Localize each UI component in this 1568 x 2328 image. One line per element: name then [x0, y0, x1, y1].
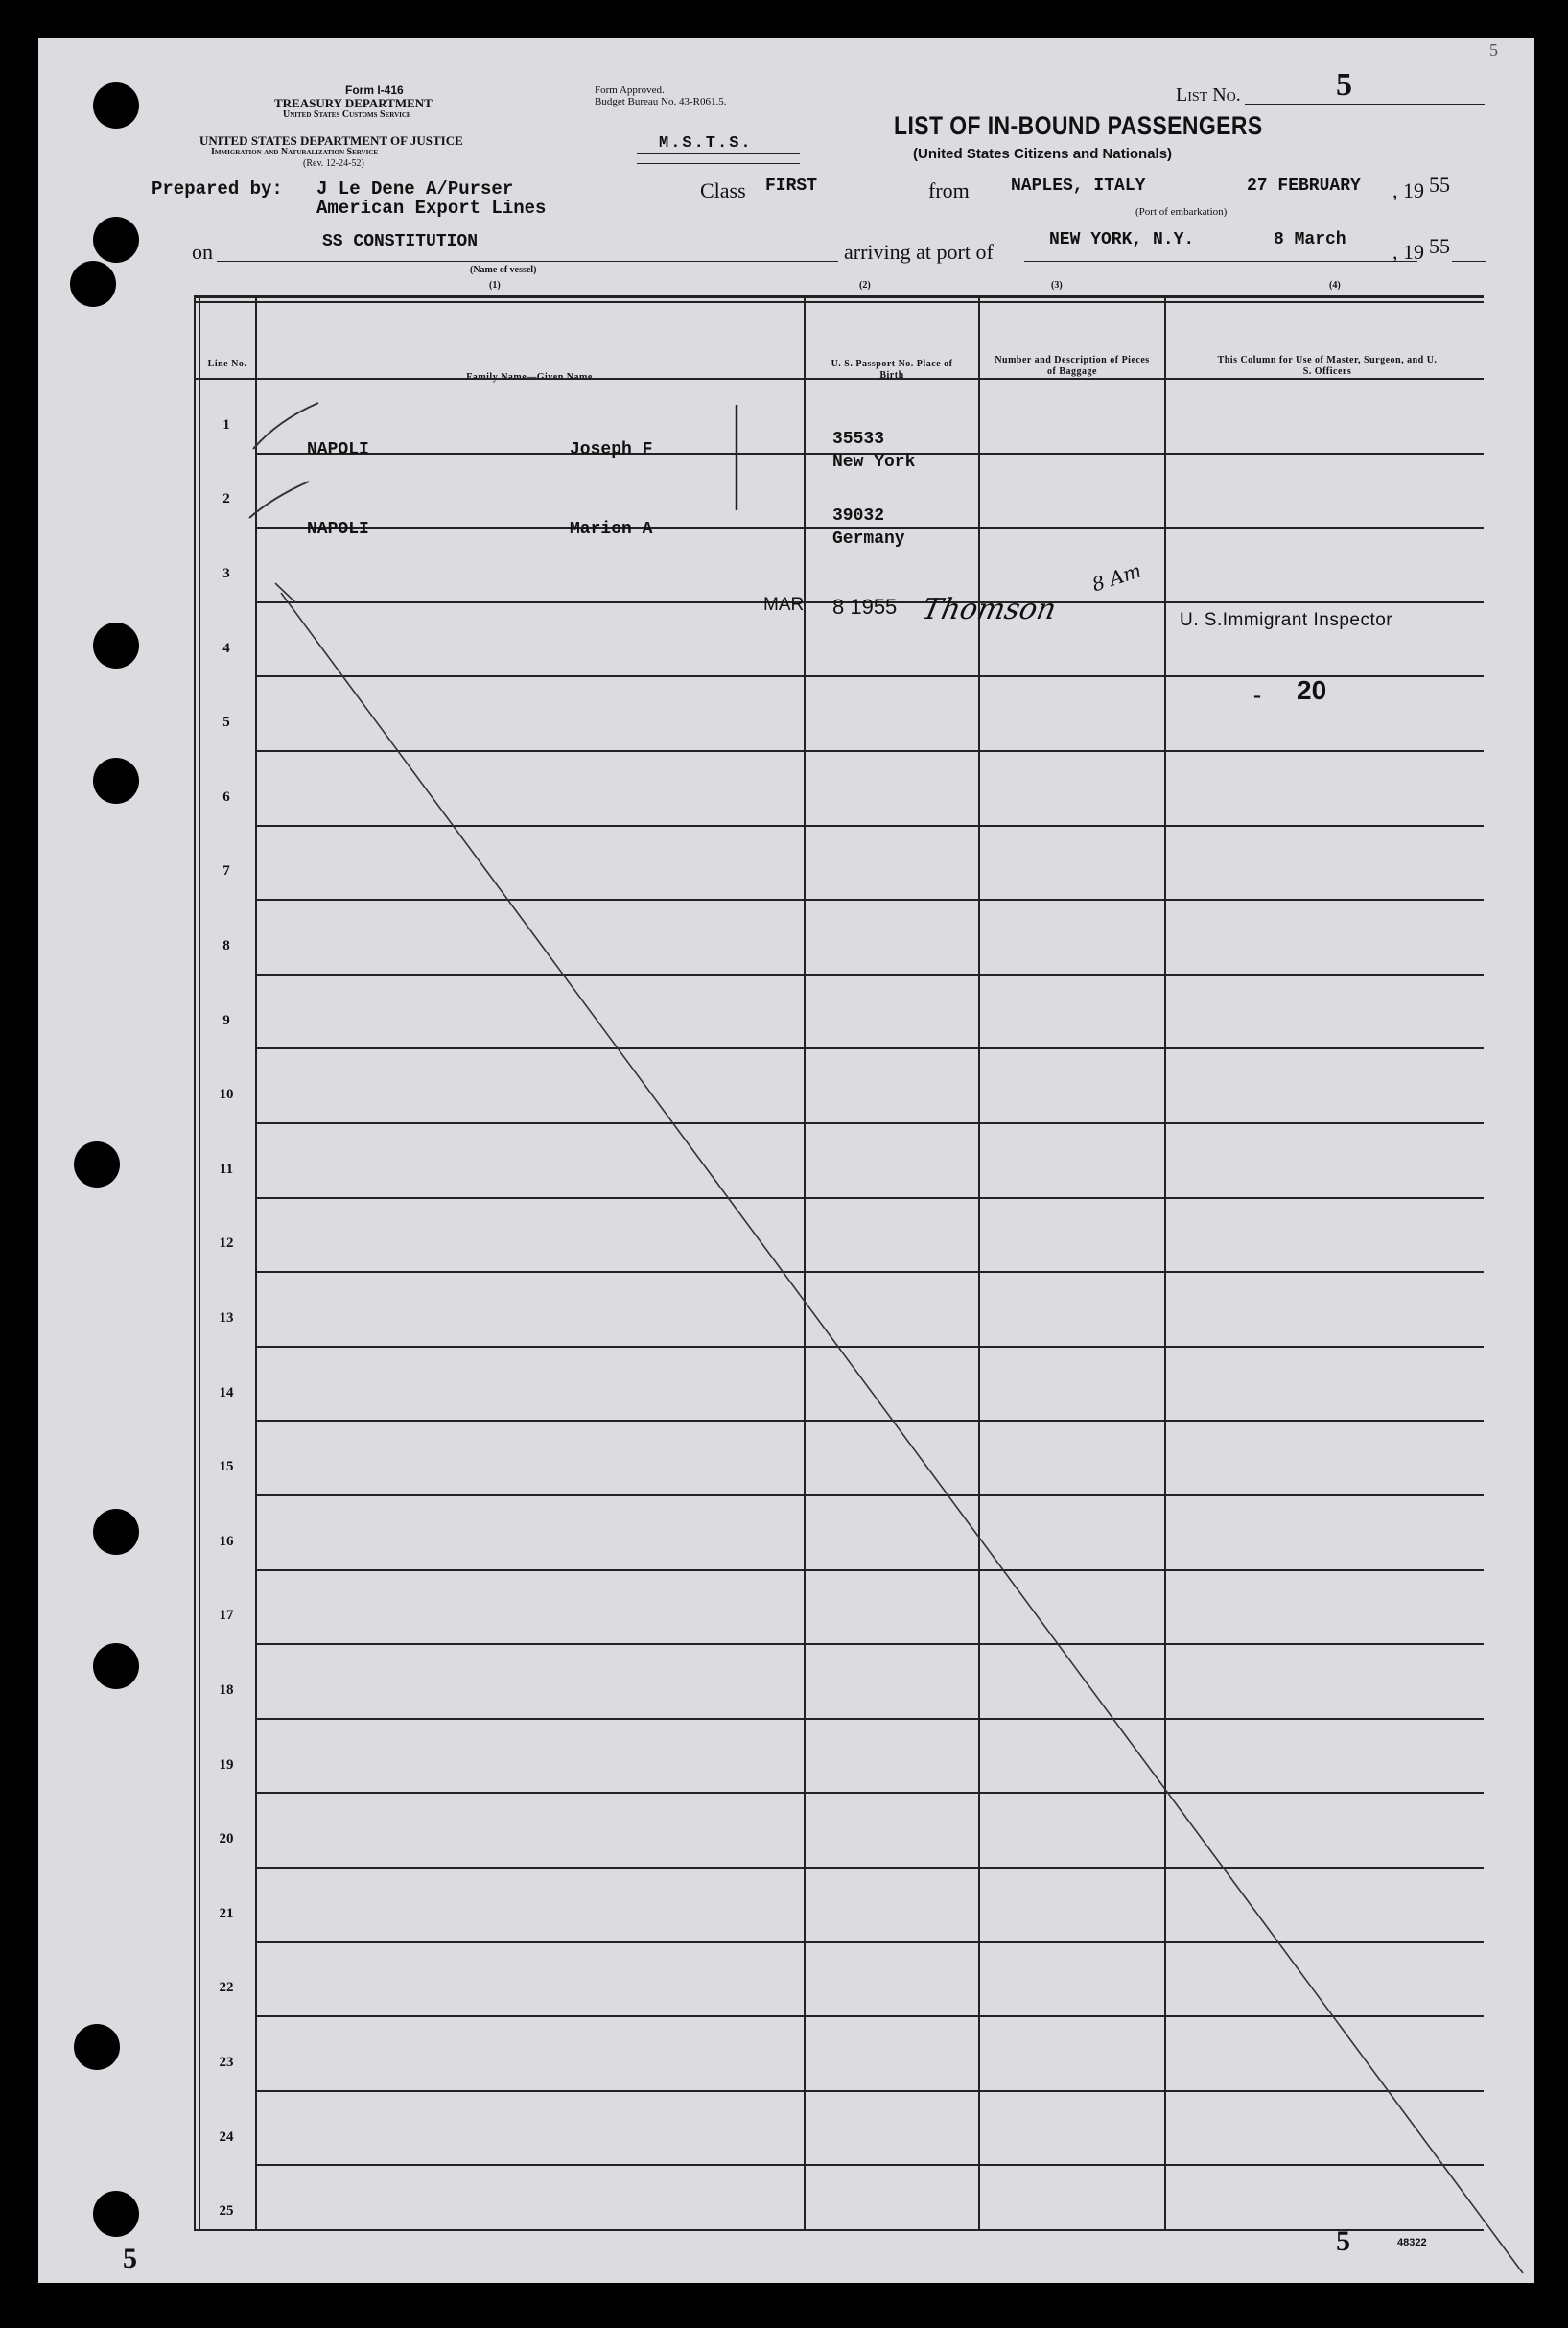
passenger-2-birthplace: Germany: [832, 529, 905, 549]
class-value: FIRST: [765, 176, 818, 196]
document-page: [38, 38, 1534, 2283]
col-num-2: (2): [859, 280, 871, 291]
prepared-label: Prepared by:: [152, 178, 283, 200]
line-number: 11: [219, 1161, 234, 1177]
prepared-by-name: J Le Dene A/Purser: [316, 178, 514, 200]
stamp-date: 8 1955: [832, 595, 898, 619]
footer-left-number: 5: [123, 2243, 137, 2274]
inspector-title: U. S.Immigrant Inspector: [1180, 610, 1393, 630]
arriving-date: 8 March: [1274, 230, 1346, 249]
list-no-label: List No.: [1176, 84, 1241, 106]
line-number: 3: [222, 566, 230, 581]
page-subtitle: (United States Citizens and Nationals): [913, 146, 1173, 162]
passenger-1-birthplace: New York: [832, 453, 916, 472]
line-number: 12: [219, 1235, 234, 1252]
line-number: 24: [219, 2128, 234, 2145]
line-number: 16: [219, 1533, 234, 1549]
check-mark-2: [249, 482, 309, 518]
line-number: 21: [219, 1905, 234, 1921]
col-num-4: (4): [1329, 280, 1341, 291]
line-number: 25: [219, 2203, 234, 2220]
line-number: 7: [222, 863, 230, 880]
line-number: 19: [219, 1756, 234, 1773]
ins-service: Immigration and Naturalization Service: [211, 147, 379, 157]
header-name: Family Name—Given Name: [466, 372, 593, 383]
arriving-port: NEW YORK, N.Y.: [1049, 230, 1195, 249]
from-value: NAPLES, ITALY: [1011, 176, 1146, 196]
line-number: 10: [219, 1087, 234, 1103]
line-number: 2: [222, 491, 230, 507]
list-number: 5: [1336, 67, 1352, 103]
header-baggage: Number and Description of Pieces of Baggage: [995, 355, 1150, 377]
line-number: 8: [222, 938, 230, 953]
passenger-1-given: Joseph F: [570, 440, 653, 459]
line-number: 14: [219, 1384, 234, 1400]
from-year: 55: [1429, 173, 1450, 197]
on-label: on: [192, 240, 213, 264]
passenger-2-passport: 39032: [832, 506, 885, 526]
line-number: 23: [219, 2055, 234, 2070]
class-label: Class: [700, 178, 746, 202]
col-num-3: (3): [1051, 280, 1063, 291]
passenger-2-given: Marion A: [570, 520, 653, 539]
inspector-signature: Thomson: [919, 593, 1060, 626]
revision: (Rev. 12-24-52): [303, 158, 364, 169]
line-number: 5: [222, 715, 230, 731]
vessel-label: (Name of vessel): [470, 265, 537, 275]
passenger-1-passport: 35533: [832, 430, 885, 449]
justice-dept: UNITED STATES DEPARTMENT OF JUSTICE: [199, 133, 463, 148]
from-date: 27 FEBRUARY: [1247, 176, 1361, 196]
line-number: 17: [219, 1608, 234, 1624]
line-number: 1: [222, 416, 230, 433]
line-number: 15: [219, 1459, 234, 1475]
arriving-label: arriving at port of: [844, 240, 994, 264]
vessel-name: SS CONSTITUTION: [322, 232, 479, 251]
check-mark-1: [253, 403, 318, 449]
line-number: 18: [219, 1682, 234, 1698]
prepared-by-company: American Export Lines: [316, 198, 547, 219]
passenger-1-family: NAPOLI: [307, 440, 369, 459]
treasury-dept: TREASURY DEPARTMENT: [274, 96, 433, 110]
page-title: LIST OF IN-BOUND PASSENGERS: [894, 111, 1263, 140]
col-num-1: (1): [489, 280, 501, 291]
header-officers: This Column for Use of Master, Surgeon, and U. S. Officers: [1217, 355, 1438, 377]
header-line-no: Line No.: [207, 359, 247, 369]
line-number: 6: [222, 788, 230, 805]
form-number: Form I-416: [345, 83, 404, 97]
line-number: 20: [219, 1831, 234, 1847]
arriving-year-prefix: , 19: [1392, 240, 1424, 264]
strike-overlay: [38, 38, 1534, 2283]
footer-print-number: 48322: [1397, 2237, 1427, 2248]
line-number: 13: [219, 1310, 234, 1326]
customs-service: United States Customs Service: [283, 109, 411, 120]
header-passport: U. S. Passport No. Place of Birth: [831, 359, 953, 381]
budget-bureau: Budget Bureau No. 43-R061.5.: [595, 96, 727, 107]
stamp-month: MAR: [763, 595, 805, 615]
corner-mark: 5: [1489, 40, 1498, 59]
line-number: 22: [219, 1980, 234, 1996]
arriving-year: 55: [1429, 234, 1450, 258]
line-number: 9: [222, 1012, 230, 1028]
line-number: 4: [222, 640, 230, 656]
footer-page-number: 5: [1336, 2225, 1350, 2257]
count-dash: -: [1253, 683, 1261, 708]
from-year-prefix: , 19: [1392, 178, 1424, 202]
passenger-count: 20: [1297, 675, 1327, 705]
form-approved: Form Approved.: [595, 84, 665, 96]
msts-mark: M.S.T.S.: [659, 134, 753, 153]
from-label: from: [928, 178, 970, 202]
port-embark-label: (Port of embarkation): [1135, 206, 1228, 218]
passenger-2-family: NAPOLI: [307, 520, 369, 539]
diagonal-strike-line: [281, 593, 1523, 2273]
inspector-initials: 8 Am: [1088, 558, 1144, 597]
